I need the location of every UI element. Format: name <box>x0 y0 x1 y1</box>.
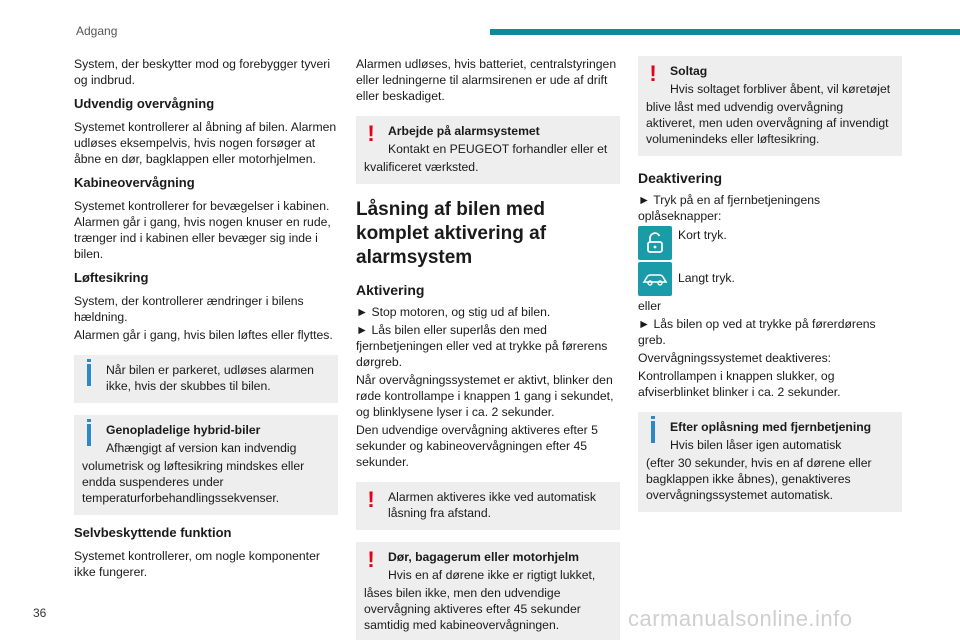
section-title: Adgang <box>76 24 118 38</box>
heading-activation: Aktivering <box>356 282 425 298</box>
key-short-text: Kort tryk. <box>678 228 727 242</box>
exterior-text: Systemet kontrollerer al åbning af bilen. Alarmen udløses eksempelvis, hvis nogen forsøger at åbne en dør, bagklappen eller motorhjelmen. <box>74 120 337 166</box>
info-note-parked <box>74 355 338 403</box>
note-roof-title: Soltag <box>670 64 708 78</box>
step-stop-engine: ► Stop motoren, og stig ud af bilen. <box>356 305 551 319</box>
warning-exclamation-icon: ! <box>367 547 375 572</box>
step-press-remote: ► Tryk på en af fjernbetjeningens oplåseknapper: <box>638 193 821 223</box>
info-note-unlock <box>638 412 902 512</box>
car-unlock-icon <box>638 262 672 296</box>
note-work-rest: kvalificeret værksted. <box>364 160 479 174</box>
warning-exclamation-icon: ! <box>367 121 375 146</box>
column-1 <box>74 56 338 582</box>
warning-note-work <box>356 116 620 184</box>
lamp-text: Kontrollampen i knappen slukker, og afviserblinket blinker i ca. 2 sekunder. <box>638 369 841 399</box>
note-work-title: Arbejde på alarmsystemet <box>388 124 540 138</box>
column-3 <box>638 56 902 522</box>
info-icon <box>87 419 91 422</box>
note-hybrid-title: Genopladelige hybrid-biler <box>106 423 261 437</box>
exterior-activation-text: Den udvendige overvågning aktiveres efter 5 sekunder og kabineovervågningen efter 45 sekunder. <box>356 423 598 469</box>
info-icon <box>87 359 91 362</box>
warning-note-remote <box>356 482 620 530</box>
cabin-text: Systemet kontrollerer for bevægelser i kabinen. Alarmen går i gang, hvis nogen knuser en rude, trænger ind i kabinen eller bevæger sig inde i bilen. <box>74 199 331 261</box>
heading-deactivation: Deaktivering <box>638 170 723 186</box>
note-unlock-line1: Hvis bilen låser igen automatisk <box>670 438 842 452</box>
active-text: Når overvågningssystemet er aktivt, blinker den røde kontrollampe i knappen 1 gang i sekundet, og blinklysene lyser i ca. 2 sekunder. <box>356 373 614 419</box>
key-long-text: Langt tryk. <box>678 271 735 285</box>
warning-note-sunroof <box>638 56 902 156</box>
intro-text: System, der beskytter mod og forebygger tyveri og indbrud. <box>74 57 331 87</box>
note-roof-rest: blive låst med udvendig overvågning aktiveret, men uden overvågning af invendigt volumenindeks eller løftesikring. <box>646 100 889 146</box>
note-hybrid-rest: volumetrisk og løftesikring mindskes eller endda suspenderes under temperaturforbehandlingssekvenser. <box>82 459 305 505</box>
header-accent-bar <box>490 29 960 35</box>
note-unlock-rest: (efter 30 sekunder, hvis en af dørene eller bagklappen ikke åbnes), genaktiveres overvågningssystemet automatisk. <box>646 456 872 502</box>
note-door-title: Dør, bagagerum eller motorhjelm <box>388 550 579 564</box>
heading-cabin: Kabineovervågning <box>74 175 195 190</box>
warning-exclamation-icon: ! <box>367 487 375 512</box>
main-heading: Låsning af bilen med komplet aktivering af alarmsystem <box>356 199 547 268</box>
note-door-rest: låses bilen ikke, men den udvendige overvågning aktiveres efter 45 sekunder samtidig med kabineovervågningen. <box>364 586 581 632</box>
key-short-row <box>638 226 902 260</box>
note-hybrid-line1: Afhængigt af version kan indvendig <box>106 441 297 455</box>
column-2 <box>356 56 620 640</box>
heading-exterior: Udvendig overvågning <box>74 96 215 111</box>
step-lock-car: ► Lås bilen eller superlås den med fjernbetjeningen eller ved at trykke på førerens dørgreb. <box>356 323 608 369</box>
info-note-hybrid <box>74 415 338 515</box>
deactivated-text: Overvågningssystemet deaktiveres: <box>638 351 832 365</box>
note-remote-text: Alarmen aktiveres ikke ved automatisk låsning fra afstand. <box>388 490 596 520</box>
lift-text-2: Alarmen går i gang, hvis bilen løftes eller flyttes. <box>74 328 333 342</box>
key-long-row <box>638 262 902 296</box>
lift-text-1: System, der kontrollerer ændringer i bilens hældning. <box>74 294 304 324</box>
info-icon <box>651 416 655 419</box>
note-parked-text: Når bilen er parkeret, udløses alarmen ikke, hvis der skubbes til bilen. <box>106 363 314 393</box>
step-unlock-door: ► Lås bilen op ved at trykke på førerdørens greb. <box>638 317 876 347</box>
unlock-padlock-icon <box>638 226 672 260</box>
heading-lift: Løftesikring <box>74 270 149 285</box>
battery-text: Alarmen udløses, hvis batteriet, centralstyringen eller ledningerne til alarmsirenen er ude af drift eller beskadiget. <box>356 57 617 103</box>
or-text: eller <box>638 299 662 313</box>
warning-note-door <box>356 542 620 640</box>
heading-self-protect: Selvbeskyttende funktion <box>74 525 232 540</box>
note-roof-line1: Hvis soltaget forbliver åbent, vil køretøjet <box>670 82 891 96</box>
note-unlock-title: Efter oplåsning med fjernbetjening <box>670 420 872 434</box>
note-work-line1: Kontakt en PEUGEOT forhandler eller et <box>388 142 608 156</box>
warning-exclamation-icon: ! <box>649 61 657 86</box>
note-door-line1: Hvis en af dørene ikke er rigtigt lukket, <box>388 568 596 582</box>
watermark: carmanualsonline.info <box>628 606 853 631</box>
self-protect-text: Systemet kontrollerer, om nogle komponenter ikke fungerer. <box>74 549 320 579</box>
page-number: 36 <box>33 606 47 620</box>
